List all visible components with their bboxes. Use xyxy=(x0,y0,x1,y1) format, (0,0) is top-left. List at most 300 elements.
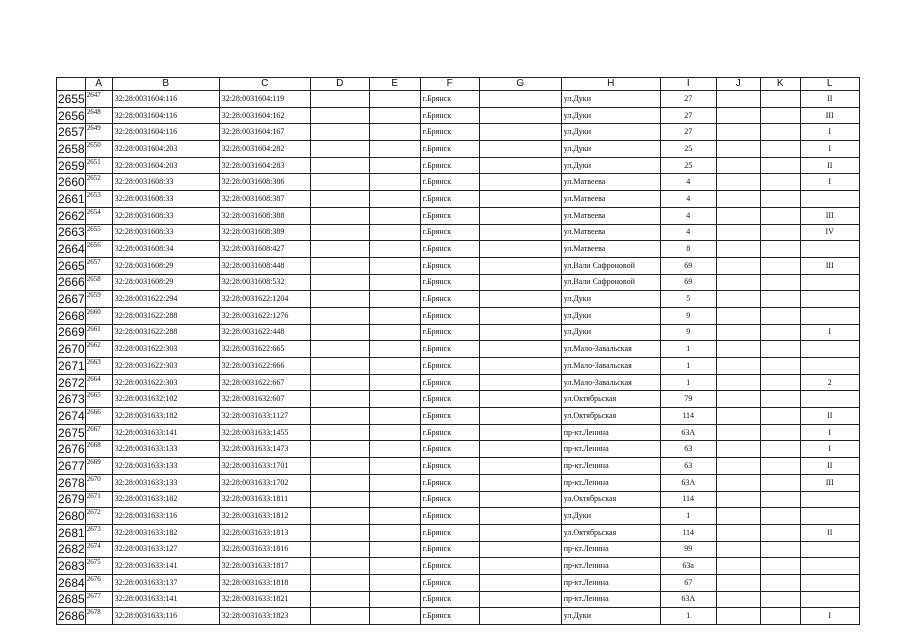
cell-f[interactable]: г.Брянск xyxy=(420,524,479,541)
cell-g[interactable] xyxy=(479,157,561,174)
cell-c[interactable]: 32:28:0031622:666 xyxy=(219,358,310,375)
cell-i[interactable]: 114 xyxy=(660,524,716,541)
cell-e[interactable] xyxy=(369,141,420,158)
cell-b[interactable]: 32:28:0031604:203 xyxy=(112,141,219,158)
cell-d[interactable] xyxy=(310,474,369,491)
cell-f[interactable]: г.Брянск xyxy=(420,391,479,408)
row-number[interactable]: 2662 xyxy=(58,208,85,223)
cell-l[interactable] xyxy=(800,558,859,575)
cell-a[interactable]: 2650 xyxy=(85,141,112,158)
cell-a[interactable]: 2648 xyxy=(85,107,112,124)
cell-e[interactable] xyxy=(369,91,420,108)
cell-l[interactable]: II xyxy=(800,157,859,174)
cell-k[interactable] xyxy=(760,257,800,274)
cell-e[interactable] xyxy=(369,124,420,141)
cell-a[interactable]: 2674 xyxy=(85,541,112,558)
cell-a[interactable]: 2669 xyxy=(85,458,112,475)
cell-a[interactable]: 2670 xyxy=(85,474,112,491)
cell-e[interactable] xyxy=(369,274,420,291)
row-number[interactable]: 2670 xyxy=(58,342,85,357)
cell-i[interactable]: 67 xyxy=(660,574,716,591)
cell-j[interactable] xyxy=(716,191,760,208)
cell-e[interactable] xyxy=(369,441,420,458)
cell-j[interactable] xyxy=(716,341,760,358)
cell-h[interactable]: ул.Матвеева xyxy=(561,207,660,224)
cell-g[interactable] xyxy=(479,141,561,158)
cell-d[interactable] xyxy=(310,141,369,158)
cell-k[interactable] xyxy=(760,558,800,575)
cell-e[interactable] xyxy=(369,424,420,441)
cell-e[interactable] xyxy=(369,257,420,274)
row-number[interactable]: 2657 xyxy=(58,125,85,140)
cell-c[interactable]: 32:28:0031633:1702 xyxy=(219,474,310,491)
cell-d[interactable] xyxy=(310,374,369,391)
cell-d[interactable] xyxy=(310,558,369,575)
cell-c[interactable]: 32:28:0031608:389 xyxy=(219,224,310,241)
cell-k[interactable] xyxy=(760,274,800,291)
cell-e[interactable] xyxy=(369,391,420,408)
cell-e[interactable] xyxy=(369,324,420,341)
cell-a[interactable]: 2653 xyxy=(85,191,112,208)
cell-i[interactable]: 25 xyxy=(660,141,716,158)
cell-c[interactable]: 32:28:0031633:1821 xyxy=(219,591,310,608)
cell-d[interactable] xyxy=(310,324,369,341)
cell-a[interactable]: 2676 xyxy=(85,574,112,591)
cell-a[interactable]: 2655 xyxy=(85,224,112,241)
cell-b[interactable]: 32:28:0031608:33 xyxy=(112,207,219,224)
cell-d[interactable] xyxy=(310,157,369,174)
cell-b[interactable]: 32:28:0031622:288 xyxy=(112,324,219,341)
cell-j[interactable] xyxy=(716,608,760,625)
cell-b[interactable]: 32:28:0031622:303 xyxy=(112,374,219,391)
cell-d[interactable] xyxy=(310,291,369,308)
cell-g[interactable] xyxy=(479,491,561,508)
cell-a[interactable]: 2666 xyxy=(85,408,112,425)
cell-d[interactable] xyxy=(310,591,369,608)
cell-j[interactable] xyxy=(716,574,760,591)
cell-e[interactable] xyxy=(369,591,420,608)
row-number[interactable]: 2669 xyxy=(58,325,85,340)
cell-i[interactable]: 114 xyxy=(660,408,716,425)
cell-a[interactable]: 2647 xyxy=(85,91,112,108)
cell-a[interactable]: 2665 xyxy=(85,391,112,408)
cell-l[interactable] xyxy=(800,541,859,558)
cell-c[interactable]: 32:28:0031633:1812 xyxy=(219,508,310,525)
cell-h[interactable]: ул.Мало-Завальская xyxy=(561,341,660,358)
cell-b[interactable]: 32:28:0031633:182 xyxy=(112,524,219,541)
cell-f[interactable]: г.Брянск xyxy=(420,558,479,575)
cell-i[interactable]: 9 xyxy=(660,324,716,341)
cell-a[interactable]: 2649 xyxy=(85,124,112,141)
cell-g[interactable] xyxy=(479,307,561,324)
cell-e[interactable] xyxy=(369,474,420,491)
row-number[interactable]: 2671 xyxy=(58,358,85,373)
cell-i[interactable]: 63А xyxy=(660,424,716,441)
cell-f[interactable]: г.Брянск xyxy=(420,408,479,425)
cell-c[interactable]: 32:28:0031608:448 xyxy=(219,257,310,274)
cell-f[interactable]: г.Брянск xyxy=(420,374,479,391)
cell-l[interactable] xyxy=(800,191,859,208)
cell-i[interactable]: 63 xyxy=(660,441,716,458)
cell-k[interactable] xyxy=(760,141,800,158)
cell-l[interactable]: III xyxy=(800,474,859,491)
cell-c[interactable]: 32:28:0031633:1127 xyxy=(219,408,310,425)
cell-f[interactable]: г.Брянск xyxy=(420,424,479,441)
cell-c[interactable]: 32:28:0031604:162 xyxy=(219,107,310,124)
cell-l[interactable] xyxy=(800,358,859,375)
cell-k[interactable] xyxy=(760,207,800,224)
cell-j[interactable] xyxy=(716,524,760,541)
cell-k[interactable] xyxy=(760,524,800,541)
row-number[interactable]: 2684 xyxy=(58,575,85,590)
cell-g[interactable] xyxy=(479,191,561,208)
cell-k[interactable] xyxy=(760,124,800,141)
cell-d[interactable] xyxy=(310,174,369,191)
cell-g[interactable] xyxy=(479,458,561,475)
cell-e[interactable] xyxy=(369,608,420,625)
cell-f[interactable]: г.Брянск xyxy=(420,324,479,341)
cell-b[interactable]: 32:28:0031633:133 xyxy=(112,441,219,458)
row-number[interactable]: 2660 xyxy=(58,175,85,190)
cell-h[interactable]: ул.Октябрьская xyxy=(561,524,660,541)
cell-e[interactable] xyxy=(369,358,420,375)
cell-k[interactable] xyxy=(760,508,800,525)
row-number[interactable]: 2682 xyxy=(58,542,85,557)
cell-g[interactable] xyxy=(479,608,561,625)
cell-e[interactable] xyxy=(369,408,420,425)
cell-h[interactable]: ул.Матвеева xyxy=(561,241,660,258)
column-header-e[interactable]: E xyxy=(369,78,420,91)
cell-g[interactable] xyxy=(479,374,561,391)
cell-d[interactable] xyxy=(310,541,369,558)
cell-e[interactable] xyxy=(369,224,420,241)
cell-h[interactable]: ул.Дуки xyxy=(561,307,660,324)
corner-cell[interactable] xyxy=(57,78,86,91)
cell-j[interactable] xyxy=(716,408,760,425)
cell-k[interactable] xyxy=(760,157,800,174)
cell-c[interactable]: 32:28:0031608:388 xyxy=(219,207,310,224)
cell-a[interactable]: 2652 xyxy=(85,174,112,191)
cell-c[interactable]: 32:28:0031604:167 xyxy=(219,124,310,141)
cell-l[interactable] xyxy=(800,291,859,308)
cell-i[interactable]: 63а xyxy=(660,558,716,575)
cell-b[interactable]: 32:28:0031622:303 xyxy=(112,341,219,358)
cell-i[interactable]: 4 xyxy=(660,207,716,224)
cell-d[interactable] xyxy=(310,458,369,475)
cell-c[interactable]: 32:28:0031604:282 xyxy=(219,141,310,158)
cell-j[interactable] xyxy=(716,174,760,191)
cell-d[interactable] xyxy=(310,124,369,141)
row-number[interactable]: 2655 xyxy=(58,91,85,106)
cell-c[interactable]: 32:28:0031622:667 xyxy=(219,374,310,391)
cell-b[interactable]: 32:28:0031608:33 xyxy=(112,174,219,191)
cell-k[interactable] xyxy=(760,358,800,375)
cell-g[interactable] xyxy=(479,174,561,191)
cell-k[interactable] xyxy=(760,241,800,258)
cell-f[interactable]: г.Брянск xyxy=(420,107,479,124)
cell-f[interactable]: г.Брянск xyxy=(420,224,479,241)
cell-f[interactable]: г.Брянск xyxy=(420,474,479,491)
cell-f[interactable]: г.Брянск xyxy=(420,341,479,358)
cell-l[interactable]: 2 xyxy=(800,374,859,391)
cell-c[interactable]: 32:28:0031622:1276 xyxy=(219,307,310,324)
cell-a[interactable]: 2661 xyxy=(85,324,112,341)
cell-h[interactable]: ул.Октябрьская xyxy=(561,391,660,408)
cell-i[interactable]: 79 xyxy=(660,391,716,408)
cell-d[interactable] xyxy=(310,424,369,441)
cell-c[interactable]: 32:28:0031604:119 xyxy=(219,91,310,108)
cell-b[interactable]: 32:28:0031633:133 xyxy=(112,458,219,475)
cell-k[interactable] xyxy=(760,324,800,341)
cell-a[interactable]: 2671 xyxy=(85,491,112,508)
cell-k[interactable] xyxy=(760,424,800,441)
cell-k[interactable] xyxy=(760,474,800,491)
cell-e[interactable] xyxy=(369,508,420,525)
cell-j[interactable] xyxy=(716,391,760,408)
cell-d[interactable] xyxy=(310,241,369,258)
cell-d[interactable] xyxy=(310,257,369,274)
cell-j[interactable] xyxy=(716,374,760,391)
cell-b[interactable]: 32:28:0031622:303 xyxy=(112,358,219,375)
cell-c[interactable]: 32:28:0031622:665 xyxy=(219,341,310,358)
cell-a[interactable]: 2672 xyxy=(85,508,112,525)
row-number[interactable]: 2674 xyxy=(58,408,85,423)
cell-g[interactable] xyxy=(479,124,561,141)
cell-k[interactable] xyxy=(760,541,800,558)
row-number[interactable]: 2667 xyxy=(58,292,85,307)
cell-h[interactable]: ул.Дуки xyxy=(561,324,660,341)
cell-h[interactable]: ул.Матвеева xyxy=(561,224,660,241)
cell-f[interactable]: г.Брянск xyxy=(420,591,479,608)
cell-f[interactable]: г.Брянск xyxy=(420,174,479,191)
cell-h[interactable]: ул.Матвеева xyxy=(561,191,660,208)
cell-c[interactable]: 32:28:0031633:1823 xyxy=(219,608,310,625)
cell-h[interactable]: пр-кт.Ленина xyxy=(561,441,660,458)
cell-l[interactable] xyxy=(800,574,859,591)
cell-b[interactable]: 32:28:0031633:141 xyxy=(112,558,219,575)
cell-d[interactable] xyxy=(310,307,369,324)
cell-g[interactable] xyxy=(479,107,561,124)
cell-i[interactable]: 69 xyxy=(660,274,716,291)
row-number[interactable]: 2658 xyxy=(58,141,85,156)
row-number[interactable]: 2665 xyxy=(58,258,85,273)
cell-b[interactable]: 32:28:0031608:34 xyxy=(112,241,219,258)
cell-i[interactable]: 9 xyxy=(660,307,716,324)
cell-f[interactable]: г.Брянск xyxy=(420,441,479,458)
cell-e[interactable] xyxy=(369,307,420,324)
cell-j[interactable] xyxy=(716,474,760,491)
cell-a[interactable]: 2678 xyxy=(85,608,112,625)
cell-b[interactable]: 32:28:0031633:141 xyxy=(112,591,219,608)
row-number[interactable]: 2675 xyxy=(58,425,85,440)
column-header-c[interactable]: C xyxy=(219,78,310,91)
cell-a[interactable]: 2677 xyxy=(85,591,112,608)
cell-e[interactable] xyxy=(369,191,420,208)
cell-i[interactable]: 4 xyxy=(660,191,716,208)
cell-l[interactable]: I xyxy=(800,324,859,341)
row-number[interactable]: 2672 xyxy=(58,375,85,390)
cell-j[interactable] xyxy=(716,274,760,291)
cell-e[interactable] xyxy=(369,291,420,308)
cell-a[interactable]: 2651 xyxy=(85,157,112,174)
cell-a[interactable]: 2663 xyxy=(85,358,112,375)
cell-l[interactable] xyxy=(800,274,859,291)
row-number[interactable]: 2668 xyxy=(58,308,85,323)
cell-h[interactable]: ул.Дуки xyxy=(561,608,660,625)
cell-e[interactable] xyxy=(369,207,420,224)
cell-f[interactable]: г.Брянск xyxy=(420,241,479,258)
cell-h[interactable]: ул.Дуки xyxy=(561,124,660,141)
cell-e[interactable] xyxy=(369,524,420,541)
cell-c[interactable]: 32:28:0031633:1818 xyxy=(219,574,310,591)
cell-i[interactable]: 27 xyxy=(660,91,716,108)
cell-b[interactable]: 32:28:0031604:203 xyxy=(112,157,219,174)
cell-l[interactable]: III xyxy=(800,257,859,274)
cell-h[interactable]: пр-кт.Ленина xyxy=(561,591,660,608)
row-number[interactable]: 2678 xyxy=(58,475,85,490)
cell-f[interactable]: г.Брянск xyxy=(420,257,479,274)
cell-g[interactable] xyxy=(479,474,561,491)
cell-b[interactable]: 32:28:0031633:137 xyxy=(112,574,219,591)
cell-h[interactable]: пр-кт.Ленина xyxy=(561,558,660,575)
cell-j[interactable] xyxy=(716,324,760,341)
column-header-l[interactable]: L xyxy=(800,78,859,91)
cell-c[interactable]: 32:28:0031608:532 xyxy=(219,274,310,291)
cell-h[interactable]: ул.Дуки xyxy=(561,141,660,158)
cell-k[interactable] xyxy=(760,591,800,608)
column-header-f[interactable]: F xyxy=(420,78,479,91)
cell-g[interactable] xyxy=(479,207,561,224)
cell-i[interactable]: 4 xyxy=(660,174,716,191)
cell-f[interactable]: г.Брянск xyxy=(420,307,479,324)
cell-f[interactable]: г.Брянск xyxy=(420,608,479,625)
cell-c[interactable]: 32:28:0031633:1816 xyxy=(219,541,310,558)
cell-f[interactable]: г.Брянск xyxy=(420,291,479,308)
cell-b[interactable]: 32:28:0031633:141 xyxy=(112,424,219,441)
cell-e[interactable] xyxy=(369,574,420,591)
cell-b[interactable]: 32:28:0031608:29 xyxy=(112,257,219,274)
cell-c[interactable]: 32:28:0031633:1817 xyxy=(219,558,310,575)
cell-d[interactable] xyxy=(310,574,369,591)
cell-a[interactable]: 2656 xyxy=(85,241,112,258)
row-number[interactable]: 2683 xyxy=(58,559,85,574)
cell-h[interactable]: пр-кт.Ленина xyxy=(561,474,660,491)
cell-j[interactable] xyxy=(716,441,760,458)
cell-b[interactable]: 32:28:0031604:116 xyxy=(112,124,219,141)
cell-g[interactable] xyxy=(479,324,561,341)
cell-i[interactable]: 1 xyxy=(660,374,716,391)
cell-d[interactable] xyxy=(310,524,369,541)
cell-d[interactable] xyxy=(310,408,369,425)
cell-h[interactable]: ул.Вали Сафроновой xyxy=(561,274,660,291)
cell-j[interactable] xyxy=(716,91,760,108)
cell-l[interactable] xyxy=(800,591,859,608)
cell-j[interactable] xyxy=(716,591,760,608)
cell-b[interactable]: 32:28:0031633:127 xyxy=(112,541,219,558)
cell-j[interactable] xyxy=(716,358,760,375)
cell-g[interactable] xyxy=(479,574,561,591)
cell-k[interactable] xyxy=(760,608,800,625)
cell-l[interactable] xyxy=(800,307,859,324)
cell-f[interactable]: г.Брянск xyxy=(420,491,479,508)
cell-h[interactable]: ул.Мало-Завальская xyxy=(561,358,660,375)
cell-c[interactable]: 32:28:0031608:387 xyxy=(219,191,310,208)
cell-g[interactable] xyxy=(479,358,561,375)
cell-c[interactable]: 32:28:0031608:386 xyxy=(219,174,310,191)
cell-d[interactable] xyxy=(310,491,369,508)
cell-e[interactable] xyxy=(369,541,420,558)
cell-e[interactable] xyxy=(369,458,420,475)
cell-l[interactable] xyxy=(800,491,859,508)
cell-d[interactable] xyxy=(310,91,369,108)
cell-c[interactable]: 32:28:0031633:1455 xyxy=(219,424,310,441)
cell-j[interactable] xyxy=(716,141,760,158)
cell-i[interactable]: 8 xyxy=(660,241,716,258)
cell-j[interactable] xyxy=(716,124,760,141)
cell-a[interactable]: 2662 xyxy=(85,341,112,358)
cell-l[interactable]: II xyxy=(800,408,859,425)
cell-k[interactable] xyxy=(760,374,800,391)
cell-l[interactable] xyxy=(800,508,859,525)
cell-h[interactable]: ул.Дуки xyxy=(561,107,660,124)
cell-e[interactable] xyxy=(369,107,420,124)
cell-j[interactable] xyxy=(716,458,760,475)
cell-k[interactable] xyxy=(760,307,800,324)
cell-b[interactable]: 32:28:0031622:288 xyxy=(112,307,219,324)
cell-j[interactable] xyxy=(716,107,760,124)
cell-f[interactable]: г.Брянск xyxy=(420,458,479,475)
column-header-h[interactable]: H xyxy=(561,78,660,91)
cell-d[interactable] xyxy=(310,191,369,208)
cell-a[interactable]: 2673 xyxy=(85,524,112,541)
cell-g[interactable] xyxy=(479,424,561,441)
cell-d[interactable] xyxy=(310,441,369,458)
column-header-d[interactable]: D xyxy=(310,78,369,91)
cell-g[interactable] xyxy=(479,508,561,525)
cell-h[interactable]: ул.Мало-Завальская xyxy=(561,374,660,391)
cell-l[interactable]: IV xyxy=(800,224,859,241)
cell-c[interactable]: 32:28:0031608:427 xyxy=(219,241,310,258)
cell-g[interactable] xyxy=(479,441,561,458)
cell-d[interactable] xyxy=(310,358,369,375)
cell-j[interactable] xyxy=(716,508,760,525)
cell-e[interactable] xyxy=(369,157,420,174)
row-number[interactable]: 2677 xyxy=(58,458,85,473)
column-header-k[interactable]: K xyxy=(760,78,800,91)
cell-c[interactable]: 32:28:0031633:1811 xyxy=(219,491,310,508)
cell-d[interactable] xyxy=(310,207,369,224)
cell-k[interactable] xyxy=(760,291,800,308)
cell-c[interactable]: 32:28:0031633:1701 xyxy=(219,458,310,475)
cell-k[interactable] xyxy=(760,491,800,508)
cell-b[interactable]: 32:28:0031622:294 xyxy=(112,291,219,308)
cell-b[interactable]: 32:28:0031604:116 xyxy=(112,91,219,108)
cell-g[interactable] xyxy=(479,341,561,358)
cell-l[interactable]: I xyxy=(800,608,859,625)
row-number[interactable]: 2685 xyxy=(58,592,85,607)
cell-l[interactable] xyxy=(800,341,859,358)
cell-c[interactable]: 32:28:0031633:1473 xyxy=(219,441,310,458)
column-header-i[interactable]: I xyxy=(660,78,716,91)
cell-b[interactable]: 32:28:0031608:29 xyxy=(112,274,219,291)
cell-f[interactable]: г.Брянск xyxy=(420,574,479,591)
cell-b[interactable]: 32:28:0031632:102 xyxy=(112,391,219,408)
cell-j[interactable] xyxy=(716,291,760,308)
cell-e[interactable] xyxy=(369,174,420,191)
cell-f[interactable]: г.Брянск xyxy=(420,508,479,525)
cell-c[interactable]: 32:28:0031633:1813 xyxy=(219,524,310,541)
cell-f[interactable]: г.Брянск xyxy=(420,358,479,375)
